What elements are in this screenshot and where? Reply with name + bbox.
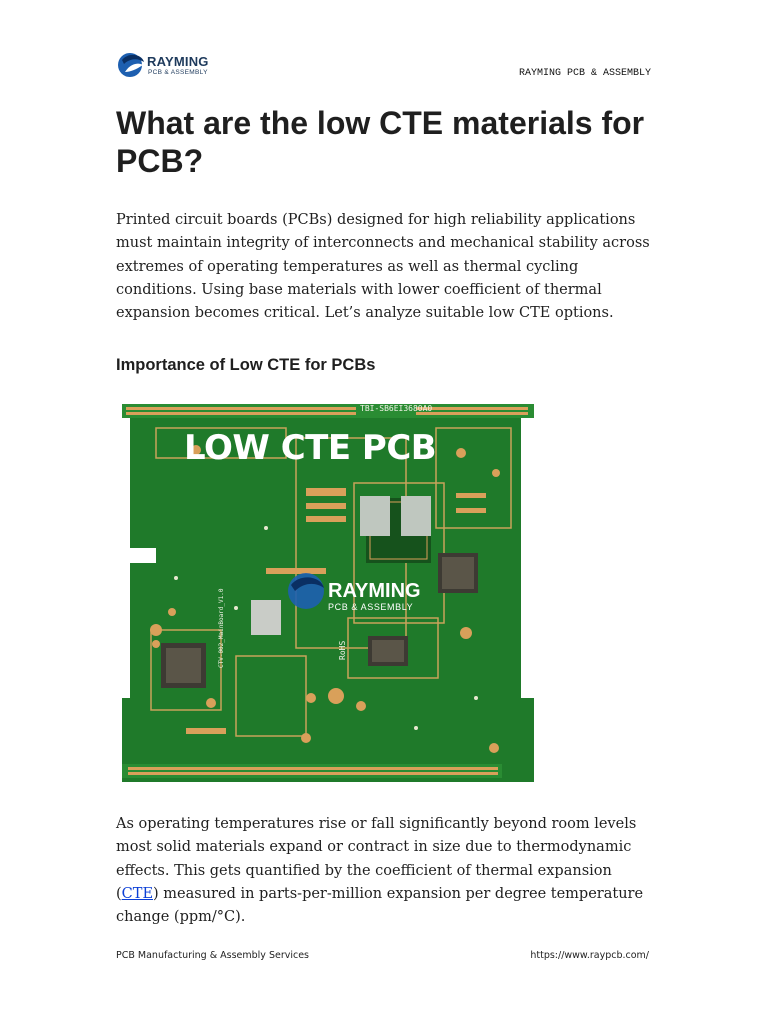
pcb-photo (116, 398, 538, 782)
footer-website-url: https://www.raypcb.com/ (530, 950, 649, 961)
figure-watermark-brand: RAYMING (328, 580, 421, 602)
cte-paragraph (116, 813, 656, 929)
rayming-logo-icon (116, 50, 146, 80)
silkscreen-board-label: CTV-002_MainBoard_V1.0 (218, 588, 225, 668)
cte-paragraph-text-2: ) measured in parts-per-million expansion per degree temperature change (ppm/°C). (116, 885, 644, 926)
cte-link[interactable]: CTE (121, 885, 154, 902)
silkscreen-top-text: TBI-SB6EI3680A0 (360, 404, 433, 413)
logo-brand-text: RAYMING (147, 54, 209, 69)
silkscreen-rohs: RoHS (338, 640, 347, 660)
footer-services-text: PCB Manufacturing & Assembly Services (116, 950, 310, 961)
figure-watermark-sub: PCB & ASSEMBLY (328, 602, 414, 612)
rayming-logo (116, 50, 226, 82)
cte-paragraph-text-1: As operating temperatures rise or fall significantly beyond room levels most solid materials expand or contract in size due to thermodynamic effects. This gets quantified by the coefficient of thermal expansion ( (116, 816, 637, 902)
header-company-name: RAYMING PCB & ASSEMBLY (518, 68, 651, 79)
logo-sub-text: PCB & ASSEMBLY (148, 69, 208, 76)
page-title: What are the low CTE materials for PCB? (116, 105, 645, 179)
figure-overlay-title: LOW CTE PCB (184, 428, 437, 468)
intro-paragraph: Printed circuit boards (PCBs) designed for high reliability applications must maintain integrity of interconnects and mechanical stability across extremes of operating temperatures as well as thermal cycling conditions. Using base materials with lower coefficient of thermal expansion becomes critical. Let’s analyze suitable low CTE options. (116, 212, 650, 322)
section-heading: Importance of Low CTE for PCBs (116, 356, 376, 374)
